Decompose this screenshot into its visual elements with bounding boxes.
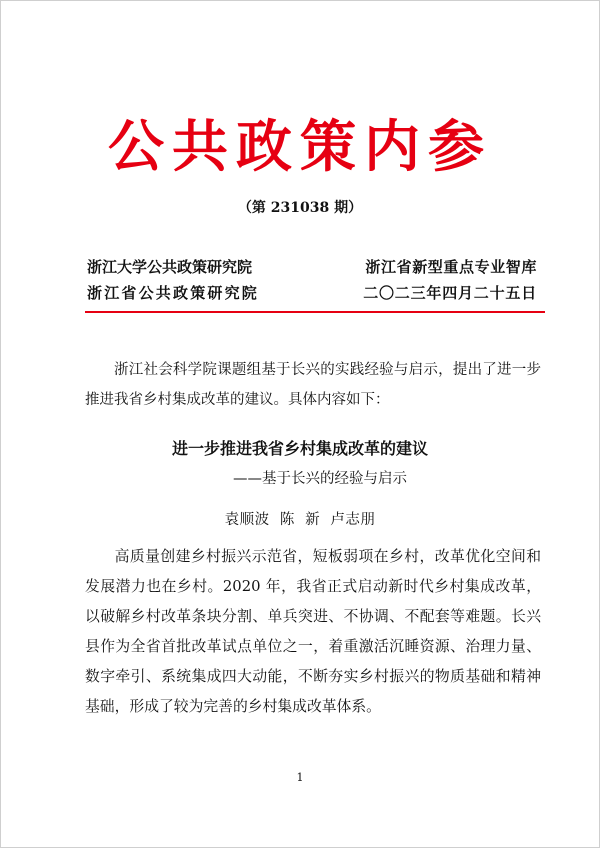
red-divider-rule	[85, 311, 545, 313]
body-paragraph: 高质量创建乡村振兴示范省，短板弱项在乡村，改革优化空间和发展潜力也在乡村。2020 年，我省正式启动新时代乡村集成改革，以破解乡村改革条块分割、单兵突进、不协调、不配套等难题。长兴县作为全省首批改革试点单位之一，着重激活沉睡资源、治理力量、数字牵引、系统集成四大动能，不断夯实乡村振兴的物质基础和精神基础，形成了较为完善的乡村集成改革体系。	[85, 548, 541, 715]
issuer-row-2	[87, 283, 537, 303]
article-authors: 袁顺波 陈 新 卢志朋	[224, 512, 376, 528]
intro-paragraph: 浙江社会科学院课题组基于长兴的实践经验与启示，提出了进一步推进我省乡村集成改革的建议。具体内容如下：	[85, 362, 541, 408]
article-subtitle: ——基于长兴的经验与启示	[233, 471, 407, 487]
issuer-left-line-1: 浙江大学公共政策研究院	[87, 258, 253, 276]
article-title: 进一步推进我省乡村集成改革的建议	[171, 439, 428, 458]
masthead-title: 公共政策内参	[108, 114, 492, 180]
issue-number: （第 231038 期）	[237, 200, 363, 216]
issuer-left-line-2: 浙江省公共政策研究院	[87, 284, 260, 302]
issue-date: 二〇二三年四月二十五日	[363, 284, 537, 302]
page-number: 1	[296, 771, 304, 784]
issuer-row-1	[87, 257, 537, 277]
issuer-right-line-1: 浙江省新型重点专业智库	[365, 258, 537, 276]
